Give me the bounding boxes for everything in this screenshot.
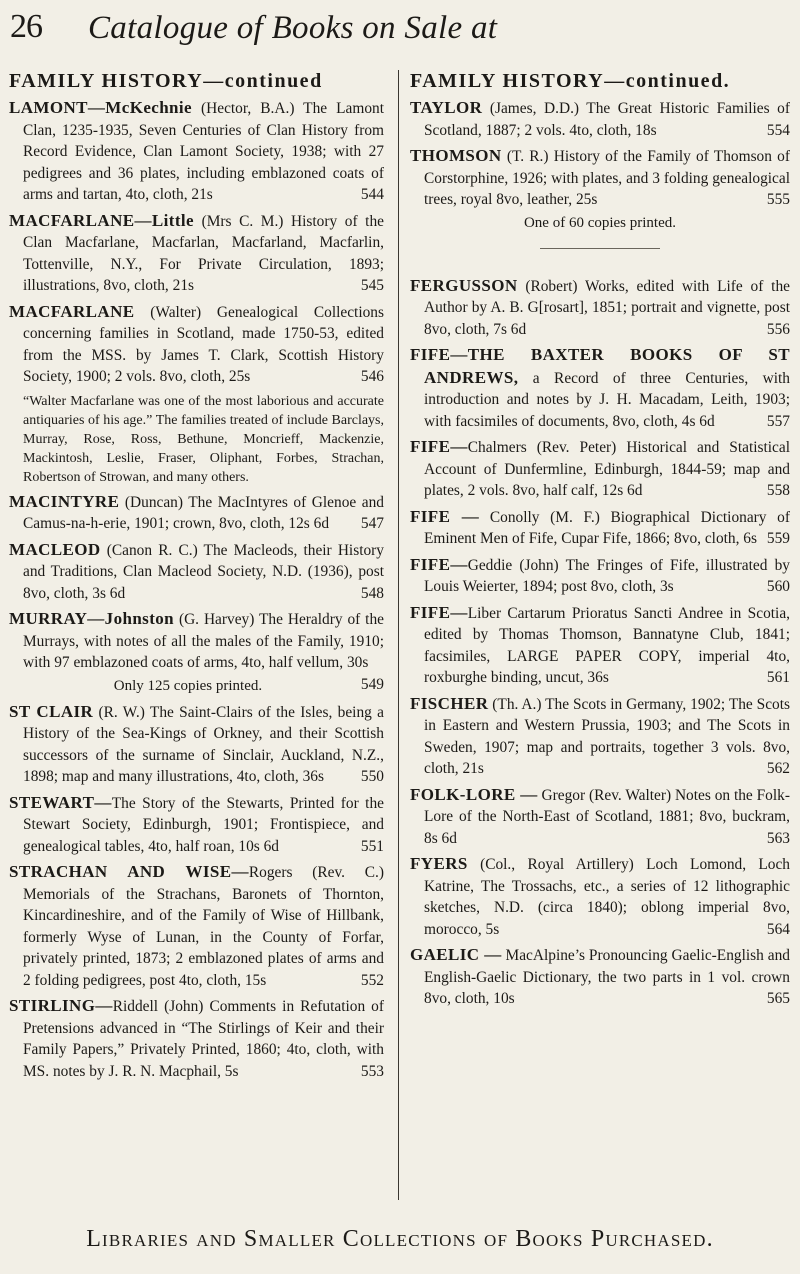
catalogue-entry: STIRLING—Riddell (John) Comments in Refutation of Pretensions advanced in “The Stirlings of Keir and their Family Papers,” Privately Printed, 1860; 4to, cloth, with MS. notes by J. R. N. Macphail, 5s 553 xyxy=(9,995,384,1082)
entry-number: 547 xyxy=(360,515,384,532)
entry-number: 546 xyxy=(360,368,384,385)
running-title: Catalogue of Books on Sale at xyxy=(88,10,498,46)
page-footer: Libraries and Smaller Collections of Books Purchased. xyxy=(86,1226,714,1252)
catalogue-entry: FIFE — Conolly (M. F.) Biographical Dictionary of Eminent Men of Fife, Cupar Fife, 1866; 8vo, cloth, 6s 559 xyxy=(410,506,790,550)
entry-number: 555 xyxy=(766,191,790,208)
entry-number: 559 xyxy=(766,530,790,547)
entry-number: 560 xyxy=(766,578,790,595)
catalogue-entry: FERGUSSON (Robert) Works, edited with Life of the Author by A. B. G[rosart], 1851; portrait and vignette, post 8vo, cloth, 7s 6d 556 xyxy=(410,275,790,341)
page-number: 26 xyxy=(10,8,42,45)
catalogue-entry: GAELIC — MacAlpine’s Pronouncing Gaelic-English and English-Gaelic Dictionary, the two parts in 1 vol. crown 8vo, cloth, 10s 565 xyxy=(410,944,790,1010)
entry-number: 552 xyxy=(360,971,384,989)
right-column xyxy=(410,70,790,1014)
entry-number: 562 xyxy=(766,760,790,777)
catalogue-entry: MACFARLANE—Little (Mrs C. M.) History of the Clan Macfarlane, Macfarlan, Macfarland, Macfarlin, Tottenville, N.Y., For Private Circulation, 1893; illustrations, 8vo, cloth, 21s 545 xyxy=(9,210,384,297)
catalogue-entry: MURRAY—Johnston (G. Harvey) The Heraldry of the Murrays, with notes of all the males of the Family, 1910; with 97 emblazoned coats of arms, 4to, half vellum, 30s 549 xyxy=(9,608,384,674)
entry-number: 553 xyxy=(360,1062,384,1080)
entry-number: 558 xyxy=(766,482,790,499)
right-section-heading: FAMILY HISTORY—continued. xyxy=(410,70,731,92)
page-header xyxy=(8,8,790,68)
entry-note: “Walter Macfarlane was one of the most laborious and accurate antiquaries of his age.” The families treated of include Barclays, Murray, Rose, Ross, Bethune, Moncrieff, Mackenzie, Mackintosh, Leslie, Fraser, Oliphant, Forbes, Strachan, Robertson of Strowan, and many others. xyxy=(23,393,384,485)
catalogue-entry: FYERS (Col., Royal Artillery) Loch Lomond, Loch Katrine, The Trossachs, etc., a series of 12 lithographic sketches, N.D. (circa 1840); oblong imperial 8vo, morocco, 5s 564 xyxy=(410,853,790,940)
copies-note: Only 125 copies printed. xyxy=(113,677,263,694)
catalogue-entry: FIFE—Geddie (John) The Fringes of Fife, illustrated by Louis Weierter, 1894; post 8vo, cloth, 3s 560 xyxy=(410,554,790,598)
catalogue-entry: THOMSON (T. R.) History of the Family of Thomson of Corstorphine, 1926; with plates, and 3 folding genealogical trees, royal 8vo, leather, 25s 555 xyxy=(410,145,790,211)
catalogue-entry: FIFE—Liber Cartarum Prioratus Sancti Andree in Scotia, edited by Thomas Thomson, Bannatyne Club, 1841; facsimiles, LARGE PAPER COPY, imperial 4to, roxburghe binding, uncut, 36s 561 xyxy=(410,602,790,689)
section-rule xyxy=(540,248,660,249)
entry-number: 549 xyxy=(360,675,384,693)
left-column xyxy=(9,70,384,1086)
catalogue-entry: MACLEOD (Canon R. C.) The Macleods, their History and Traditions, Clan Macleod Society, N.D. (1936), post 8vo, cloth, 3s 6d 548 xyxy=(9,539,384,605)
entry-number: 563 xyxy=(766,829,790,847)
entry-number: 550 xyxy=(360,768,384,785)
entry-number: 548 xyxy=(360,584,384,602)
catalogue-entry: MACFARLANE (Walter) Genealogical Collections concerning families in Scotland, made 1750-53, edited from the MSS. by James T. Clark, Scottish History Society, 1900; 2 vols. 8vo, cloth, 25s 546 xyxy=(9,301,384,388)
catalogue-entry: STEWART—The Story of the Stewarts, Printed for the Stewart Society, Edinburgh, 1901; Frontispiece, and genealogical tables, 4to, half roan, 10s 6d 551 xyxy=(9,792,384,858)
entry-number: 554 xyxy=(766,121,790,139)
entry-number: 556 xyxy=(766,320,790,338)
catalogue-entry: FIFE—Chalmers (Rev. Peter) Historical and Statistical Account of Dunfermline, Edinburgh, 1844-59; map and plates, 2 vols. 8vo, half calf, 12s 6d 558 xyxy=(410,436,790,502)
entry-number: 545 xyxy=(360,277,384,294)
catalogue-entry: FISCHER (Th. A.) The Scots in Germany, 1902; The Scots in Eastern and Western Prussia, 1903; and The Scots in Sweden, 1907; map and portraits, together 3 vols. 8vo, cloth, 21s 562 xyxy=(410,693,790,780)
entry-number: 557 xyxy=(766,412,790,430)
catalogue-entry: MACINTYRE (Duncan) The MacIntyres of Glenoe and Camus-na-h-erie, 1901; crown, 8vo, cloth, 12s 6d 547 xyxy=(9,491,384,535)
entry-number: 561 xyxy=(766,669,790,686)
left-section-heading: FAMILY HISTORY—continued xyxy=(9,70,323,92)
catalogue-entry: FIFE—THE BAXTER BOOKS OF ST ANDREWS, a Record of three Centuries, with introduction and notes by J. H. Macadam, Leith, 1903; with facsimiles of documents, 8vo, cloth, 4s 6d 557 xyxy=(410,344,790,432)
catalogue-entry: TAYLOR (James, D.D.) The Great Historic Families of Scotland, 1887; 2 vols. 4to, cloth, 18s 554 xyxy=(410,97,790,141)
entry-number: 544 xyxy=(360,186,384,203)
catalogue-entry: ST CLAIR (R. W.) The Saint-Clairs of the Isles, being a History of the Sea-Kings of Orkney, and their Scottish successors of the surname of Sinclair, Auckland, N.Z., 1898; map and many illustrations, 4to, cloth, 36s 550 xyxy=(9,701,384,788)
entry-number: 551 xyxy=(360,837,384,855)
catalogue-entry: LAMONT—McKechnie (Hector, B.A.) The Lamont Clan, 1235-1935, Seven Centuries of Clan History from Record Evidence, Clan Lamont Society, 1938; with 27 pedigrees and 36 plates, including emblazoned coats of arms and tartan, 4to, cloth, 21s 544 xyxy=(9,97,384,206)
copies-note: One of 60 copies printed. xyxy=(523,214,677,231)
catalogue-entry: FOLK-LORE — Gregor (Rev. Walter) Notes on the Folk-Lore of the North-East of Scotland, 1881; 8vo, buckram, 8s 6d 563 xyxy=(410,784,790,850)
catalogue-entry: STRACHAN AND WISE—Rogers (Rev. C.) Memorials of the Strachans, Baronets of Thornton, Kincardineshire, and of the Family of Wise of Hillbank, formerly Wyse of Lunan, in the County of Forfar, privately printed, 1873; 2 emblazoned plates of arms and 2 folding pedigrees, post 4to, cloth, 15s 552 xyxy=(9,861,384,991)
column-divider xyxy=(398,70,399,1200)
entry-number: 565 xyxy=(766,990,790,1007)
entry-number: 564 xyxy=(766,920,790,938)
